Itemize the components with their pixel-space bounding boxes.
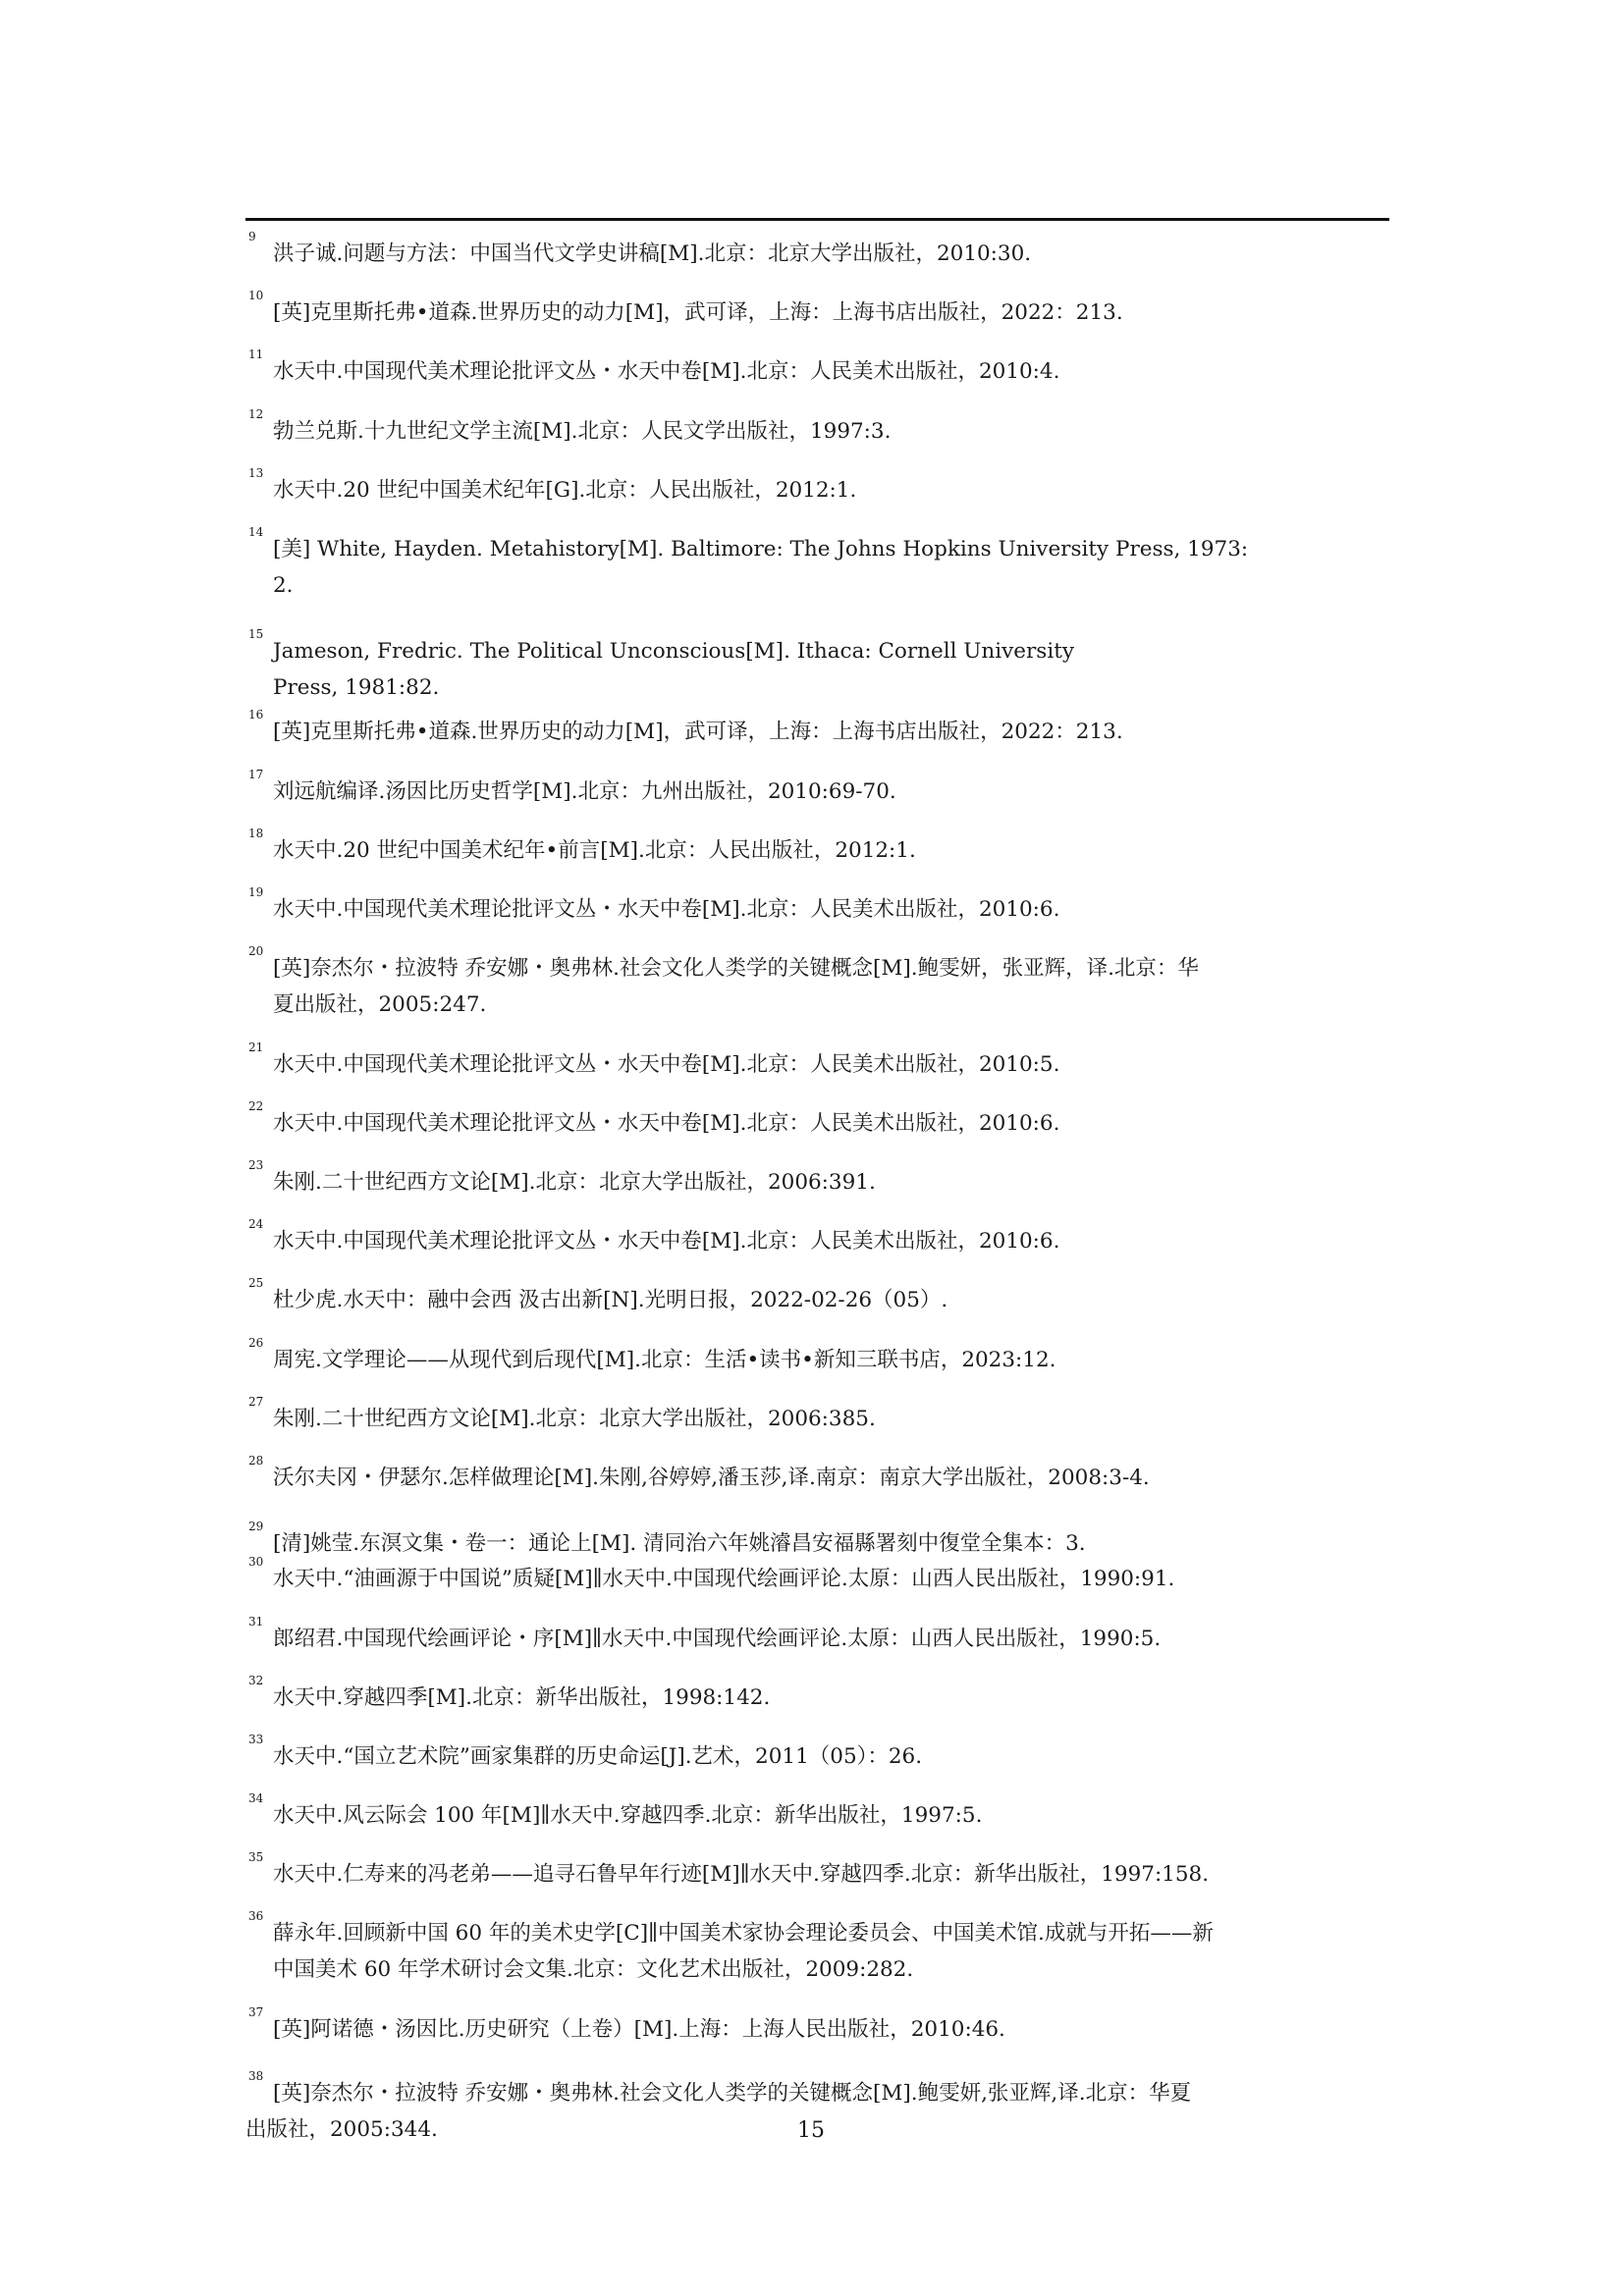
footnote-text: [清]姚莹.东溟文集・卷一：通论上[M]. 清同治六年姚濬昌安福縣署刻中復堂全集本：3.	[273, 1531, 1086, 1556]
footnote-number: 27	[248, 1395, 264, 1409]
footnote-number: 12	[248, 407, 264, 421]
footnote-26	[245, 1336, 1389, 1378]
footnote-text: 郎绍君.中国现代绘画评论・序[M]∥水天中.中国现代绘画评论.太原：山西人民出版社，1990:5.	[273, 1627, 1162, 1651]
footnote-17	[245, 768, 1389, 810]
footnote-number: 28	[248, 1454, 264, 1468]
footnote-text: [英]阿诺德・汤因比.历史研究（上卷）[M].上海：上海人民出版社，2010:46.	[273, 2017, 1005, 2042]
footnote-12	[245, 407, 1389, 450]
footnote-text: 洪子诚.问题与方法：中国当代文学史讲稿[M].北京：北京大学出版社，2010:30.	[273, 241, 1032, 266]
footnote-number: 32	[248, 1674, 264, 1687]
footnote-number: 33	[248, 1733, 264, 1746]
footnote-28	[245, 1454, 1389, 1496]
footnote-20	[245, 944, 1389, 1023]
footnote-text: 勃兰兑斯.十九世纪文学主流[M].北京：人民文学出版社，1997:3.	[273, 419, 892, 444]
footnote-number: 25	[248, 1276, 264, 1290]
footnote-33	[245, 1733, 1389, 1775]
footnote-30	[245, 1555, 1389, 1597]
footnote-number: 19	[248, 885, 264, 899]
footnote-15	[245, 627, 1389, 706]
footnote-18	[245, 827, 1389, 869]
footnote-number: 30	[248, 1555, 264, 1569]
footnote-31	[245, 1615, 1389, 1657]
footnote-text: 杜少虎.水天中：融中会西 汲古出新[N].光明日报，2022-02-26（05）.	[273, 1288, 948, 1312]
footnote-number: 29	[248, 1520, 264, 1533]
footnote-text: 水天中.穿越四季[M].北京：新华出版社，1998:142.	[273, 1685, 771, 1710]
footnote-35	[245, 1850, 1389, 1893]
footnote-text: 朱刚.二十世纪西方文论[M].北京：北京大学出版社，2006:385.	[273, 1407, 876, 1431]
footnote-number: 10	[248, 289, 264, 302]
footnote-14	[245, 525, 1389, 604]
footnote-number: 38	[248, 2069, 264, 2083]
footnote-11	[245, 347, 1389, 390]
footnote-text-continued: 夏出版社，2005:247.	[273, 992, 487, 1017]
footnote-13	[245, 466, 1389, 508]
footnote-text: 水天中.中国现代美术理论批评文丛・水天中卷[M].北京：人民美术出版社，2010:4.	[273, 359, 1060, 384]
footnote-34	[245, 1791, 1389, 1834]
footnote-text: 水天中.风云际会 100 年[M]∥水天中.穿越四季.北京：新华出版社，1997:5.	[273, 1803, 983, 1828]
footnote-number: 36	[248, 1909, 264, 1923]
footnote-number: 21	[248, 1041, 264, 1054]
footnote-number: 9	[248, 230, 256, 243]
footnote-text: 水天中.20 世纪中国美术纪年•前言[M].北京：人民出版社，2012:1.	[273, 838, 916, 863]
footnote-text: 水天中.中国现代美术理论批评文丛・水天中卷[M].北京：人民美术出版社，2010:6.	[273, 1111, 1060, 1136]
footnote-text: 水天中.中国现代美术理论批评文丛・水天中卷[M].北京：人民美术出版社，2010:6.	[273, 1229, 1060, 1254]
footnote-number: 16	[248, 708, 264, 721]
footnote-10	[245, 289, 1389, 331]
footnote-number: 14	[248, 525, 264, 539]
footnote-27	[245, 1395, 1389, 1437]
footnote-number: 22	[248, 1099, 264, 1113]
footnote-number: 18	[248, 827, 264, 840]
footnote-text: [英]克里斯托弗•道森.世界历史的动力[M]，武可译，上海：上海书店出版社，2022：213.	[273, 720, 1123, 744]
footnote-number: 15	[248, 627, 264, 641]
footnote-text: 周宪.文学理论——从现代到后现代[M].北京：生活•读书•新知三联书店，2023:12.	[273, 1348, 1056, 1372]
footnote-number: 24	[248, 1217, 264, 1231]
footnote-number: 17	[248, 768, 264, 781]
footnote-text-continued: 出版社，2005:344.	[245, 2117, 438, 2142]
footnote-22	[245, 1099, 1389, 1142]
footnote-text: 水天中.仁寿来的冯老弟——追寻石鲁早年行迹[M]∥水天中.穿越四季.北京：新华出版社，1997:158.	[273, 1862, 1210, 1887]
footnote-number: 26	[248, 1336, 264, 1350]
footnote-number: 34	[248, 1791, 264, 1805]
footnote-number: 11	[248, 347, 264, 361]
page-number: 15	[797, 2118, 825, 2143]
footnote-text: 水天中.“国立艺术院”画家集群的历史命运[J].艺术，2011（05）：26.	[273, 1744, 923, 1769]
footnote-text-continued: 中国美术 60 年学术研讨会文集.北京：文化艺术出版社，2009:282.	[273, 1957, 914, 1982]
footnote-text: [英]克里斯托弗•道森.世界历史的动力[M]，武可译，上海：上海书店出版社，2022：213.	[273, 300, 1123, 325]
footnote-text: [美] White, Hayden. Metahistory[M]. Baltimore: The Johns Hopkins University Press, 1973:	[273, 537, 1249, 561]
footnote-text: [英]奈杰尔・拉波特 乔安娜・奥弗林.社会文化人类学的关键概念[M].鲍雯妍，张亚辉，译.北京：华	[273, 956, 1199, 981]
footnote-number: 37	[248, 2005, 264, 2019]
footnote-19	[245, 885, 1389, 928]
footnote-text: Jameson, Fredric. The Political Unconscious[M]. Ithaca: Cornell University	[273, 639, 1074, 664]
footnote-text: 刘远航编译.汤因比历史哲学[M].北京：九州出版社，2010:69-70.	[273, 779, 896, 804]
footnote-text: 薛永年.回顾新中国 60 年的美术史学[C]∥中国美术家协会理论委员会、中国美术馆.成就与开拓——新	[273, 1921, 1214, 1946]
footnote-9	[245, 230, 1389, 272]
footnote-36	[245, 1909, 1389, 1988]
footnote-text: 水天中.20 世纪中国美术纪年[G].北京：人民出版社，2012:1.	[273, 478, 857, 503]
footnote-text: 水天中.“油画源于中国说”质疑[M]∥水天中.中国现代绘画评论.太原：山西人民出版社，1990:91.	[273, 1567, 1175, 1591]
footnote-21	[245, 1041, 1389, 1083]
footnote-37	[245, 2005, 1389, 2048]
footnote-text: 沃尔夫冈・伊瑟尔.怎样做理论[M].朱刚,谷婷婷,潘玉莎,译.南京：南京大学出版社，2008:3-4.	[273, 1466, 1150, 1490]
footnote-23	[245, 1158, 1389, 1201]
footnote-text: 水天中.中国现代美术理论批评文丛・水天中卷[M].北京：人民美术出版社，2010:6.	[273, 897, 1060, 922]
footnote-text-continued: 2.	[273, 573, 294, 598]
footnote-separator-rule	[245, 218, 1389, 221]
footnote-text-continued: Press, 1981:82.	[273, 675, 440, 700]
footnote-16	[245, 708, 1389, 750]
footnote-number: 35	[248, 1850, 264, 1864]
footnote-text: 水天中.中国现代美术理论批评文丛・水天中卷[M].北京：人民美术出版社，2010:5.	[273, 1052, 1060, 1077]
footnote-number: 20	[248, 944, 264, 958]
footnote-text: [英]奈杰尔・拉波特 乔安娜・奥弗林.社会文化人类学的关键概念[M].鲍雯妍,张亚辉,译.北京：华夏	[273, 2081, 1192, 2106]
footnote-number: 23	[248, 1158, 264, 1172]
footnote-25	[245, 1276, 1389, 1318]
footnote-number: 13	[248, 466, 264, 480]
footnote-24	[245, 1217, 1389, 1259]
footnote-32	[245, 1674, 1389, 1716]
footnote-number: 31	[248, 1615, 264, 1629]
footnote-text: 朱刚.二十世纪西方文论[M].北京：北京大学出版社，2006:391.	[273, 1170, 876, 1195]
footnote-29	[245, 1520, 1389, 1562]
